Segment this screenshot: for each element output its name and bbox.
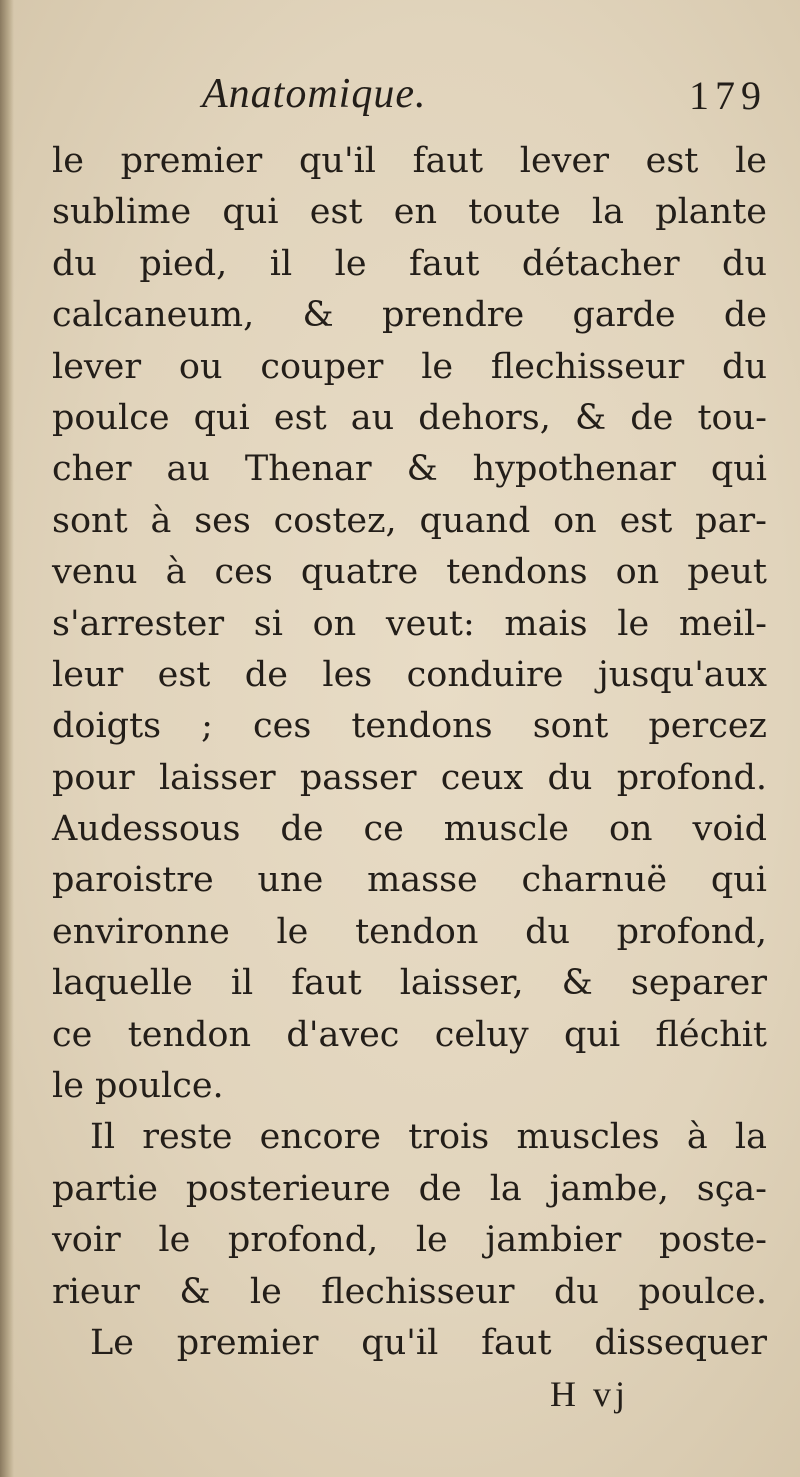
text-line: sublime qui est en toute la plante (52, 192, 767, 233)
running-title: Anatomique. (202, 71, 427, 117)
binding-gutter (0, 0, 14, 1477)
text-line: Il reste encore trois muscles à la (90, 1117, 767, 1158)
body-text (52, 136, 767, 1369)
text-line: le premier qu'il faut lever est le (52, 141, 767, 181)
text-line: paroistre une masse charnuë qui (52, 860, 767, 901)
text-line: ce tendon d'avec celuy qui fléchit (52, 1014, 767, 1055)
text-line: pour laisser passer ceux du profond. (52, 757, 767, 798)
text-line: environne le tendon du profond, (52, 911, 767, 952)
text-line: cher au Thenar & hypothenar qui (52, 449, 767, 490)
signature-mark: H vj (550, 1374, 629, 1415)
text-line: voir le profond, le jambier poste- (52, 1220, 767, 1261)
text-line: du pied, il le faut détacher du (52, 243, 767, 284)
text-line: laquelle il faut laisser, & separer (52, 963, 767, 1004)
text-line: poulce qui est au dehors, & de tou- (52, 397, 767, 438)
text-line: leur est de les conduire jusqu'aux (52, 654, 767, 695)
page-number: 179 (689, 73, 767, 118)
text-line: partie posterieure de la jambe, sça- (52, 1168, 767, 1209)
text-line: le poulce. (52, 1066, 224, 1107)
text-line: Audessous de ce muscle on void (52, 809, 767, 850)
text-line: s'arrester si on veut: mais le meil- (52, 603, 767, 644)
text-line: calcaneum, & prendre garde de (52, 295, 767, 336)
text-line: sont à ses costez, quand on est par- (52, 500, 767, 541)
text-line: venu à ces quatre tendons on peut (52, 552, 767, 593)
text-line: Le premier qu'il faut dissequer (90, 1322, 767, 1363)
page-text-block (52, 70, 767, 1420)
text-line: rieur & le flechisseur du poulce. (52, 1271, 767, 1312)
text-line: doigts ; ces tendons sont percez (52, 706, 767, 747)
text-line: lever ou couper le flechisseur du (52, 346, 767, 387)
page-header (52, 70, 767, 136)
